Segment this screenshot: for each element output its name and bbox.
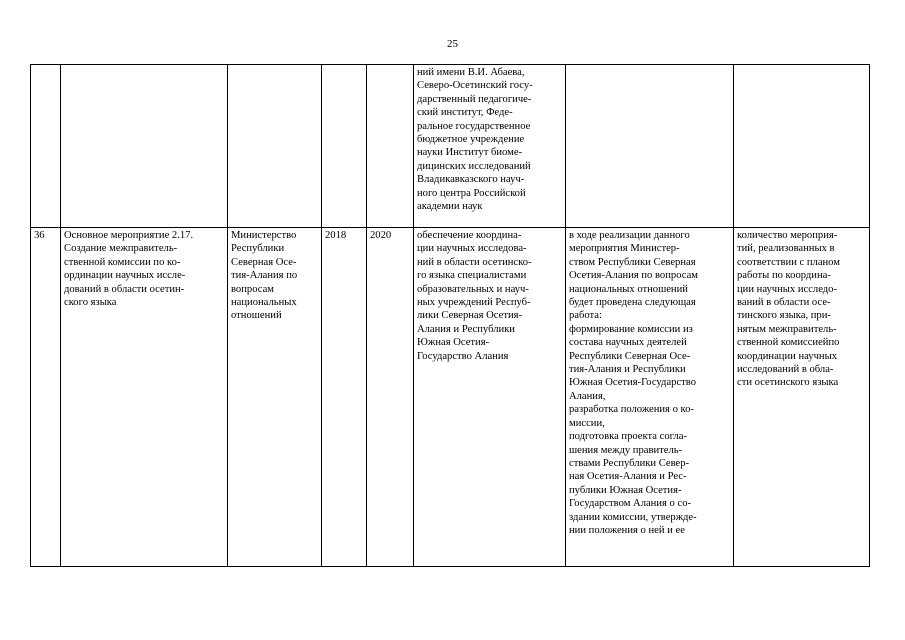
cell-result [566,65,734,228]
cell-participants: ний имени В.И. Абаева, Северо-Осетинский госу- дарственный педагогиче- ский институт, Феде- ральное государственное бюджетное учреждение науки Институт биоме- дицинских исследований Владикавказского науч- ного центра Российской академии наук [414,65,566,228]
cell-start-year: 2018 [322,228,367,567]
program-activities-table [30,64,870,567]
table-row-continuation [31,65,870,228]
cell-end-year: 2020 [367,228,414,567]
cell-start-year [322,65,367,228]
cell-responsible [228,65,322,228]
cell-activity [61,65,228,228]
cell-number [31,65,61,228]
cell-result: в ходе реализации данного мероприятия Министер- ством Республики Северная Осетия-Алания по вопросам национальных отношений будет проведена следующая работа: формирование комиссии из состава научных деятелей Республики Северная Осе- тия-Алания и Республики Южная Осетия-Государство Алания, разработка положения о ко- миссии, подготовка проекта согла- шения между правитель- ствами Республики Север- ная Осетия-Алания и Рес- публики Южная Осетия- Государством Алания о со- здании комиссии, утвержде- нии положения о ней и ее [566,228,734,567]
cell-indicator [734,65,870,228]
cell-activity: Основное мероприятие 2.17. Создание межправитель- ственной комиссии по ко- ординации научных иссле- дований в области осетин- ского языка [61,228,228,567]
cell-participants: обеспечение координа- ции научных исследова- ний в области осетинско- го языка специалистами образовательных и науч- ных учреждений Респуб- лики Северная Осетия- Алания и Республики Южная Осетия- Государство Алания [414,228,566,567]
cell-number: 36 [31,228,61,567]
cell-end-year [367,65,414,228]
page-number: 25 [447,38,458,50]
cell-indicator: количество мероприя- тий, реализованных в соответствии с планом работы по координа- ции научных исследо- ваний в области осе- тинского языка, при- нятым межправитель- ственной комиссиейпо координации научных исследований в обла- сти осетинского языка [734,228,870,567]
cell-responsible: Министерство Республики Северная Осе- тия-Алания по вопросам национальных отношений [228,228,322,567]
table-row-36 [31,228,870,567]
